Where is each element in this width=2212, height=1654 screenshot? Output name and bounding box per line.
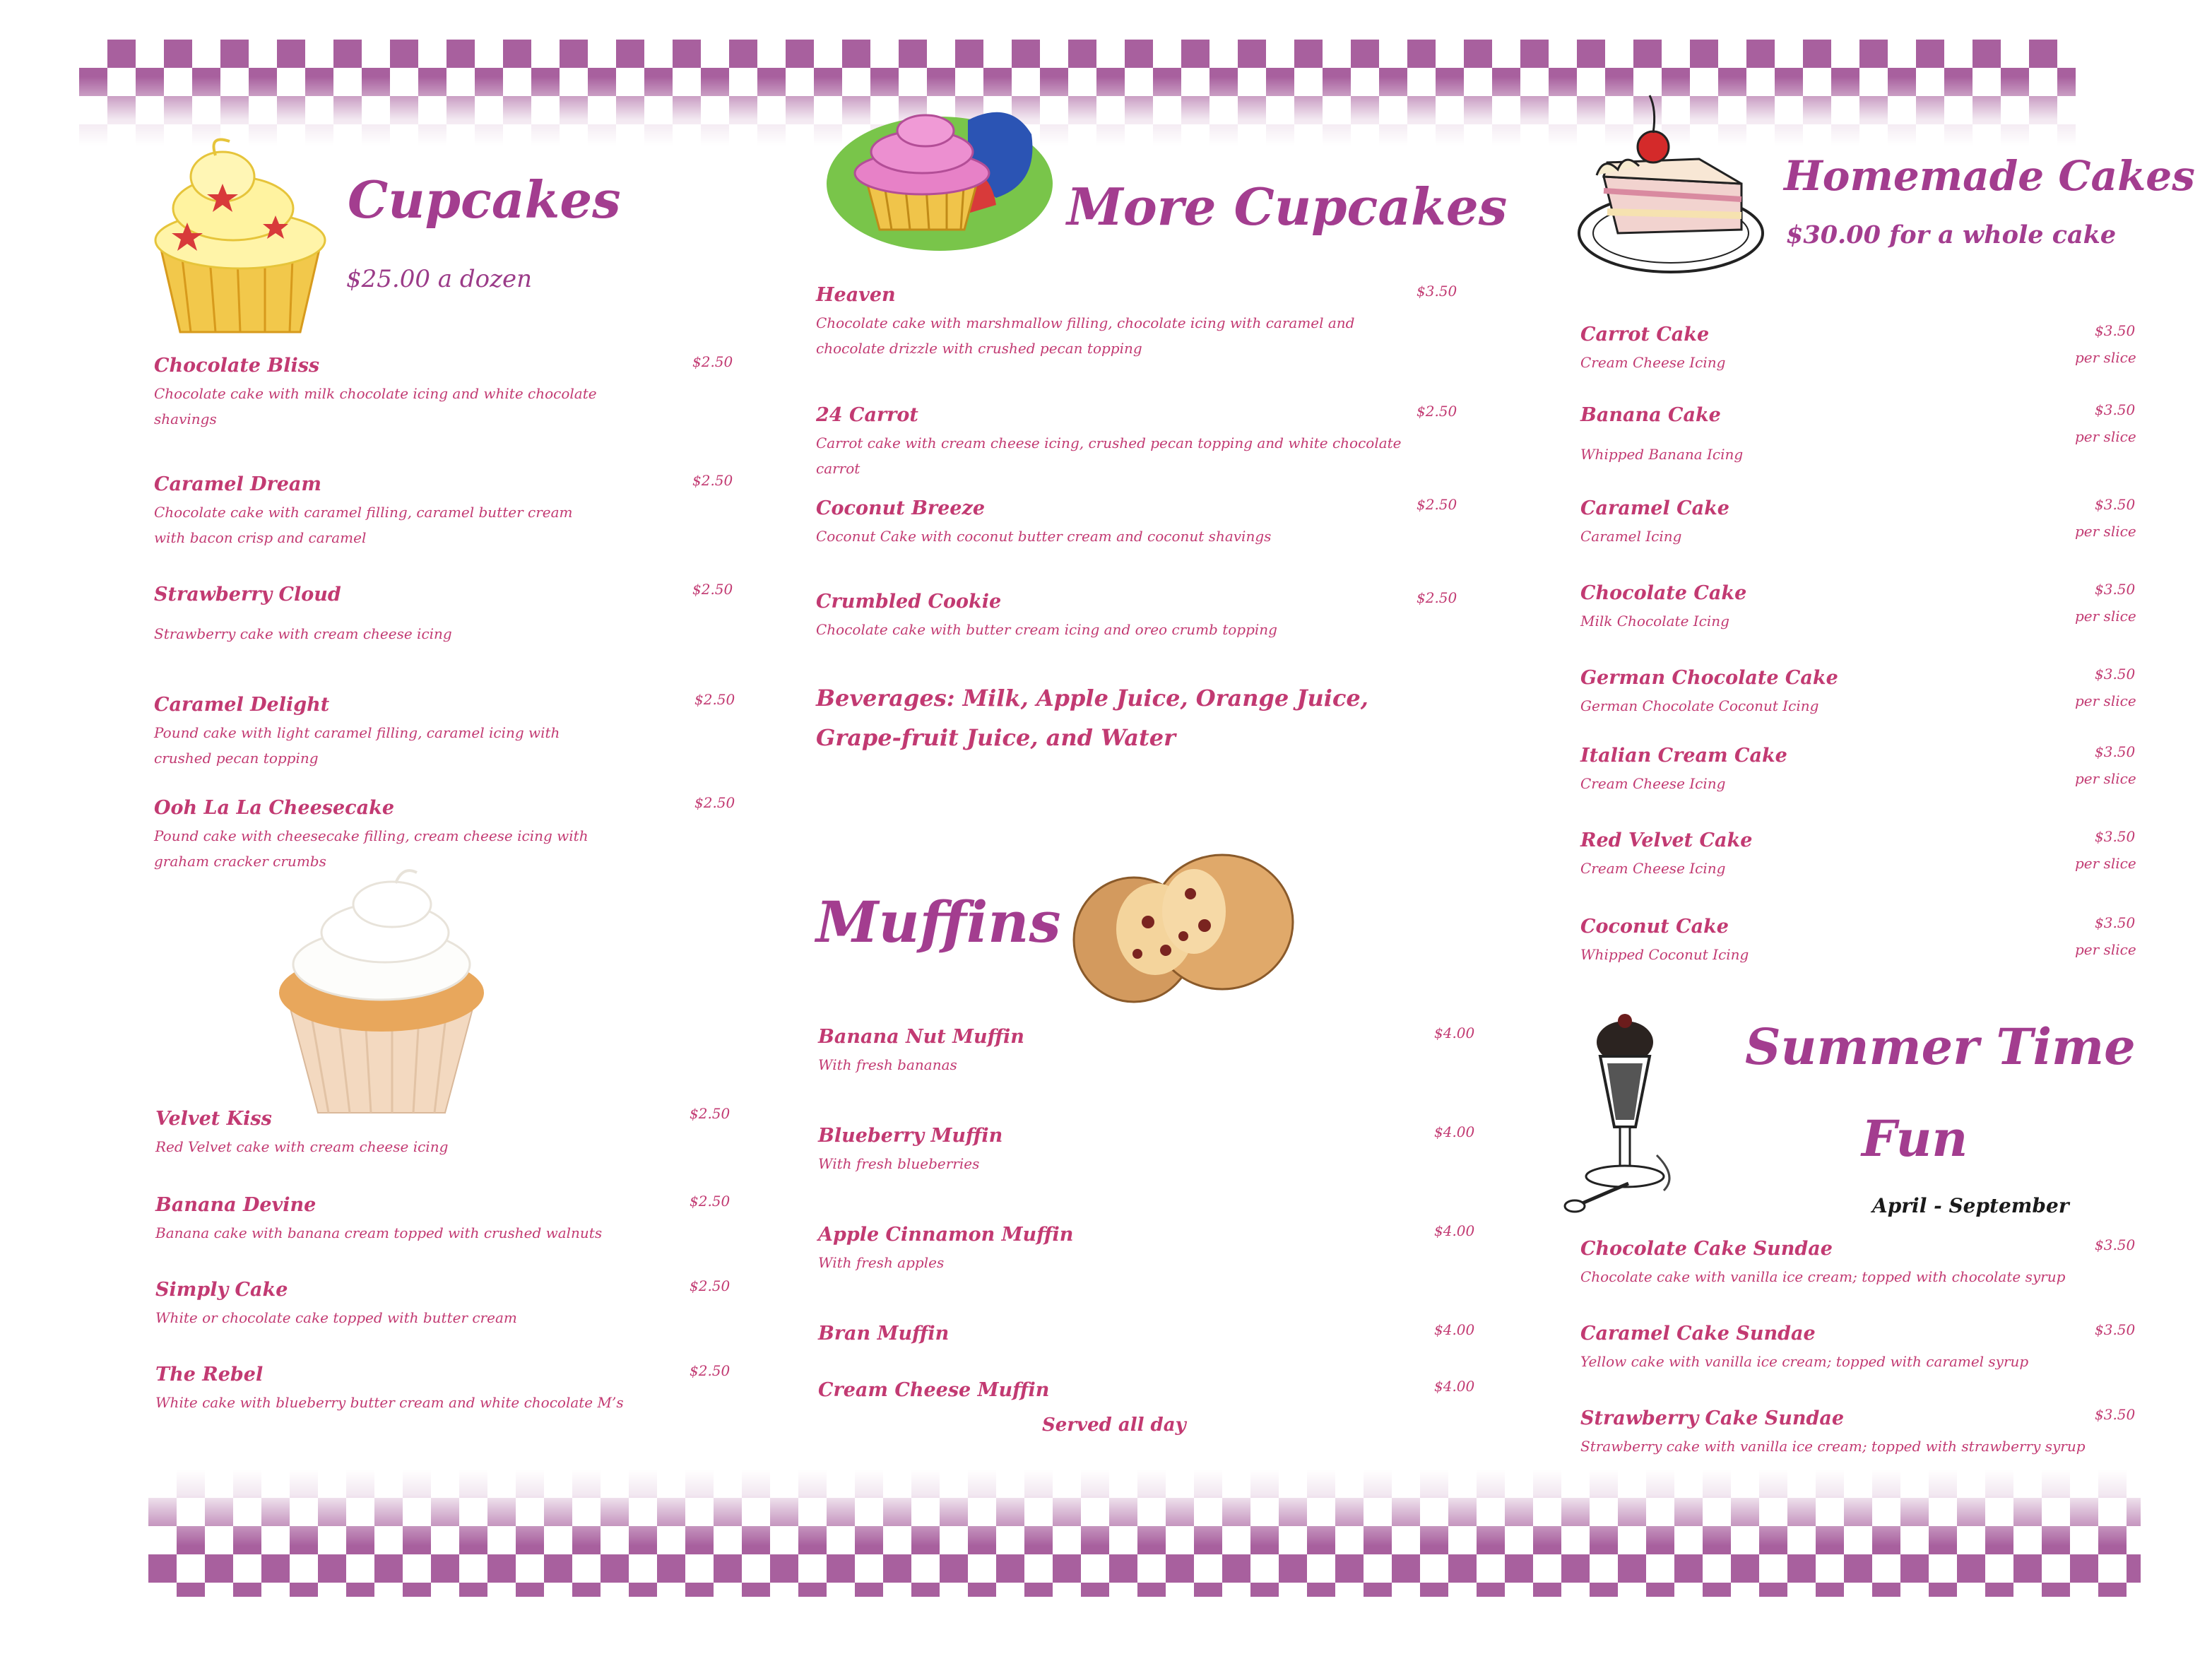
item-price: $2.50 (690, 1105, 731, 1122)
menu-item: Banana Devine Banana cake with banana cream topped with crushed walnuts (155, 1194, 603, 1241)
menu-item: Coconut Breeze Coconut Cake with coconut butter cream and coconut shavings (816, 497, 1272, 545)
menu-item: Crumbled Cookie Chocolate cake with butter cream icing and oreo crumb topping (816, 591, 1277, 638)
menu-item: Ooh La La Cheesecake Pound cake with cheesecake filling, cream cheese icing with graham cracker crumbs (154, 797, 589, 870)
per-slice-label: per slice (2075, 770, 2136, 787)
menu-item: German Chocolate Cake German Chocolate Coconut Icing (1580, 667, 1838, 714)
item-price: $3.50 (2095, 1321, 2136, 1338)
homemade-cakes-price-note: $30.00 for a whole cake (1786, 220, 2117, 249)
summer-fun-title: Fun (1862, 1109, 1968, 1168)
item-price: $3.50 (1416, 283, 1457, 300)
cupcakes-title: Cupcakes (348, 170, 621, 230)
menu-item: Banana Nut Muffin With fresh bananas (818, 1026, 1024, 1073)
menu-item: Chocolate Bliss Chocolate cake with milk chocolate icing and white chocolate shavings (154, 355, 597, 427)
menu-item: Strawberry Cake Sundae Strawberry cake with vanilla ice cream; topped with strawberry syrup (1580, 1407, 2086, 1455)
item-price: $2.50 (692, 581, 733, 598)
pink-cupcake-illustration (827, 92, 1053, 254)
item-price: $3.50 (2095, 496, 2136, 513)
menu-item: 24 Carrot Carrot cake with cream cheese icing, crushed pecan topping and white chocolate carrot (816, 404, 1402, 477)
cupcakes-price-note: $25.00 a dozen (346, 265, 533, 293)
white-frosted-cupcake-illustration (268, 866, 495, 1120)
per-slice-label: per slice (2075, 855, 2136, 872)
menu-item: The Rebel White cake with blueberry butter cream and white chocolate M’s (155, 1364, 624, 1411)
menu-item: Coconut Cake Whipped Coconut Icing (1580, 916, 1749, 963)
menu-item: Velvet Kiss Red Velvet cake with cream cheese icing (155, 1108, 449, 1155)
menu-item: Caramel Cake Caramel Icing (1580, 497, 1729, 545)
menu-item: Caramel Delight Pound cake with light caramel filling, caramel icing with crushed pecan topping (154, 694, 560, 767)
muffins-title: Muffins (816, 889, 1061, 955)
item-price: $3.50 (2095, 401, 2136, 418)
item-price: $2.50 (690, 1277, 731, 1294)
item-price: $4.00 (1434, 1321, 1475, 1338)
per-slice-label: per slice (2075, 349, 2136, 366)
item-price: $3.50 (2095, 1406, 2136, 1423)
item-price: $2.50 (694, 691, 735, 708)
menu-item: Banana Cake Whipped Banana Icing (1580, 404, 1744, 463)
menu-item: Caramel Dream Chocolate cake with caramel filling, caramel butter cream with bacon crisp and caramel (154, 473, 573, 546)
menu-item: Italian Cream Cake Cream Cheese Icing (1580, 745, 1787, 792)
item-price: $2.50 (1416, 403, 1457, 420)
beverages-note: Beverages: Milk, Apple Juice, Orange Juice, Grape-fruit Juice, and Water (816, 685, 1368, 751)
checker-border-bottom (148, 1470, 2141, 1597)
item-price: $4.00 (1434, 1123, 1475, 1140)
menu-item: Simply Cake White or chocolate cake topped with butter cream (155, 1279, 517, 1326)
item-price: $2.50 (692, 353, 733, 370)
item-price: $3.50 (2095, 828, 2136, 845)
item-price: $3.50 (2095, 914, 2136, 931)
item-price: $3.50 (2095, 743, 2136, 760)
served-all-day-note: Served all day (1042, 1414, 1186, 1436)
season-label: April - September (1872, 1194, 2069, 1217)
item-price: $2.50 (1416, 496, 1457, 513)
item-price: $2.50 (690, 1193, 731, 1210)
menu-item: Chocolate Cake Milk Chocolate Icing (1580, 582, 1747, 630)
menu-item: Caramel Cake Sundae Yellow cake with vanilla ice cream; topped with caramel syrup (1580, 1323, 2029, 1370)
item-price: $3.50 (2095, 581, 2136, 598)
menu-item: Red Velvet Cake Cream Cheese Icing (1580, 829, 1753, 877)
item-price: $2.50 (690, 1362, 731, 1379)
item-price: $3.50 (2095, 322, 2136, 339)
item-price: $3.50 (2095, 666, 2136, 683)
item-price: $4.00 (1434, 1024, 1475, 1041)
per-slice-label: per slice (2075, 523, 2136, 540)
sundae-glass-illustration (1558, 1014, 1699, 1219)
menu-item: Bran Muffin (818, 1323, 950, 1345)
item-price: $3.50 (2095, 1236, 2136, 1253)
item-price: $2.50 (692, 472, 733, 489)
muffin-illustration (1070, 837, 1303, 1014)
item-price: $4.00 (1434, 1378, 1475, 1395)
item-price: $4.00 (1434, 1222, 1475, 1239)
per-slice-label: per slice (2075, 941, 2136, 958)
menu-item: Heaven Chocolate cake with marshmallow filling, chocolate icing with caramel and chocolate drizzle with crushed pecan topping (816, 284, 1355, 357)
cake-slice-illustration (1575, 92, 1773, 283)
menu-item: Chocolate Cake Sundae Chocolate cake with vanilla ice cream; topped with chocolate syrup (1580, 1238, 2066, 1285)
menu-item: Carrot Cake Cream Cheese Icing (1580, 324, 1726, 371)
star-cupcake-illustration (145, 134, 343, 339)
menu-item: Strawberry Cloud Strawberry cake with cream cheese icing (154, 584, 452, 642)
item-price: $2.50 (1416, 589, 1457, 606)
per-slice-label: per slice (2075, 608, 2136, 625)
per-slice-label: per slice (2075, 428, 2136, 445)
per-slice-label: per slice (2075, 692, 2136, 709)
homemade-cakes-title: Homemade Cakes (1784, 152, 2195, 200)
menu-item: Cream Cheese Muffin (818, 1379, 1050, 1401)
menu-item: Blueberry Muffin With fresh blueberries (818, 1125, 1003, 1172)
more-cupcakes-title: More Cupcakes (1067, 177, 1508, 237)
item-price: $2.50 (694, 794, 735, 811)
summer-time-title: Summer Time (1745, 1017, 2136, 1076)
checker-border-top (79, 40, 2076, 146)
menu-item: Apple Cinnamon Muffin With fresh apples (818, 1224, 1074, 1271)
